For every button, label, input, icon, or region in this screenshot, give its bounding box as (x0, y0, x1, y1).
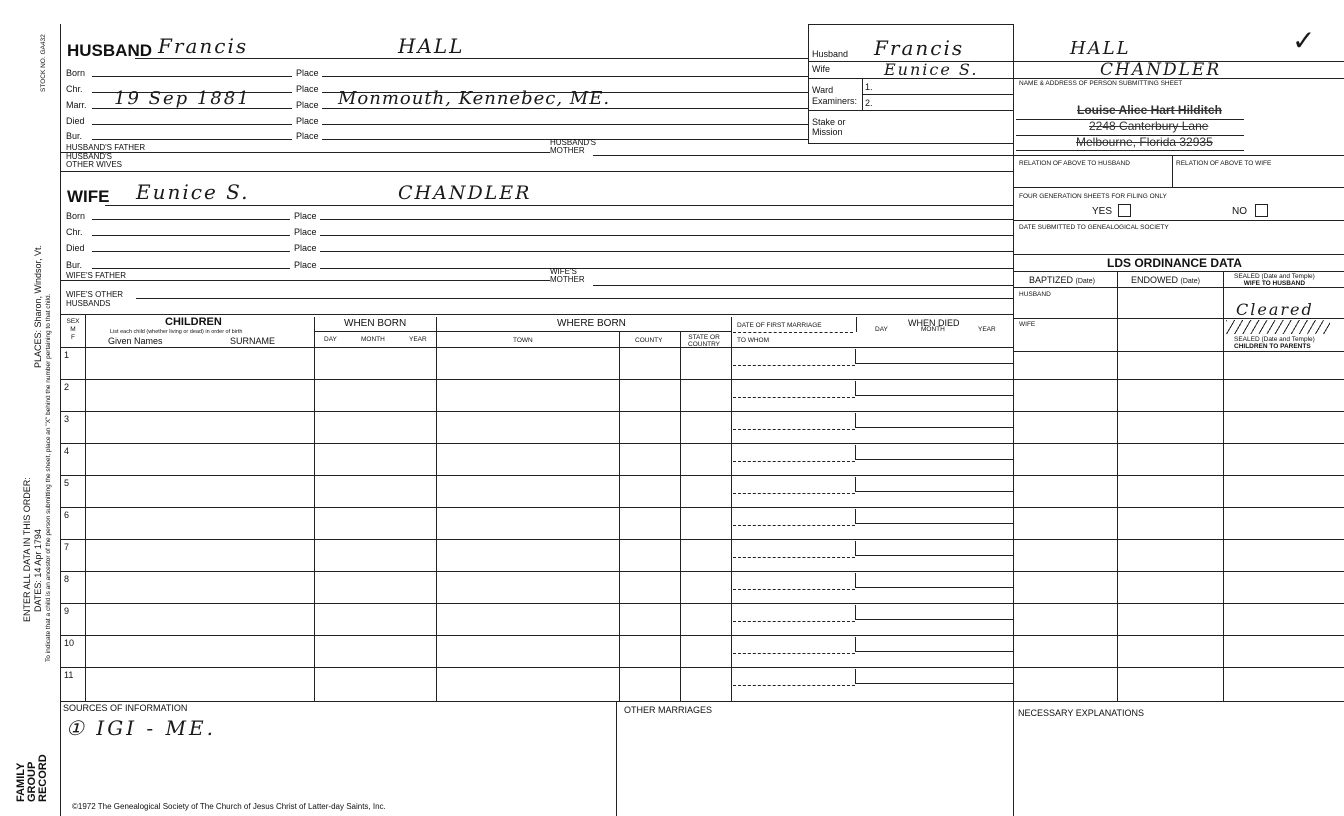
sex-header: SEX M F (66, 318, 80, 341)
born-month-header: MONTH (361, 336, 385, 343)
born-year-header: YEAR (409, 336, 427, 343)
husband-marr-label: Marr. (66, 100, 87, 110)
relation-to-wife-label: RELATION OF ABOVE TO WIFE (1176, 160, 1272, 167)
wife-bur-label: Bur. (66, 260, 83, 270)
marriage-divider (733, 525, 855, 526)
wife-died-label: Died (66, 243, 85, 253)
wife-chr-place-label: Place (294, 227, 317, 237)
wifes-father-label: WIFE'S FATHER (66, 271, 127, 280)
husband-died-place-label: Place (296, 116, 319, 126)
marriage-divider (733, 685, 855, 686)
top-wife-surname: CHANDLER (1100, 60, 1222, 80)
died-field-bracket (855, 573, 856, 587)
row-divider (60, 443, 1344, 444)
child-row-number: 8 (64, 574, 70, 584)
husband-chr-label: Chr. (66, 84, 83, 94)
cleared-annotation: Cleared (1236, 300, 1314, 319)
row-divider (60, 539, 1344, 540)
died-field-line (855, 523, 1013, 524)
row-divider (60, 635, 1344, 636)
marriage-divider (733, 461, 855, 462)
died-field-bracket (855, 541, 856, 555)
endowed-label: ENDOWED (Date) (1131, 275, 1200, 285)
child-row-number: 3 (64, 414, 70, 424)
died-field-bracket (855, 477, 856, 491)
row-divider (60, 507, 1344, 508)
when-died-header: WHEN DIED (908, 318, 960, 328)
top-husband-given: Francis (874, 36, 965, 60)
marriage-divider (733, 589, 855, 590)
four-generation-label: FOUR GENERATION SHEETS FOR FILING ONLY (1019, 193, 1167, 200)
marriage-divider (733, 493, 855, 494)
born-day-header: DAY (324, 336, 337, 343)
necessary-explanations-label: NECESSARY EXPLANATIONS (1018, 708, 1145, 718)
sealed-wife-label: SEALED (Date and Temple) WIFE TO HUSBAND (1234, 273, 1315, 287)
hatched-area (1226, 320, 1330, 334)
child-row-number: 10 (64, 638, 75, 648)
husband-bur-label: Bur. (66, 131, 83, 141)
date-submitted-label: DATE SUBMITTED TO GENEALOGICAL SOCIETY (1019, 224, 1169, 231)
husbands-mother-label: HUSBAND'S MOTHER (550, 138, 596, 155)
husbands-other-wives-label: HUSBAND'S OTHER WIVES (66, 152, 123, 169)
places-instruction: PLACES: Sharon, Windsor, Vt. (33, 244, 43, 368)
no-checkbox[interactable] (1255, 204, 1268, 217)
wife-born-place-label: Place (294, 211, 317, 221)
stake-mission-label: Stake or Mission (812, 117, 846, 137)
husband-given-name: Francis (158, 34, 249, 58)
died-month-header: MONTH (921, 326, 945, 333)
copyright: ©1972 The Genealogical Society of The Church of Jesus Christ of Latter-day Saints, Inc. (72, 802, 386, 811)
marriage-divider (733, 429, 855, 430)
died-year-header: YEAR (978, 326, 996, 333)
row-divider (60, 379, 1344, 380)
wife-surname: CHANDLER (398, 182, 532, 204)
child-row-number: 11 (64, 670, 74, 680)
wifes-other-husbands-label: WIFE'S OTHER HUSBANDS (66, 290, 124, 308)
husband-chr-place-label: Place (296, 84, 319, 94)
submitter-label: NAME & ADDRESS OF PERSON SUBMITTING SHEET (1019, 80, 1183, 87)
stock-number: STOCK NO. GA432 (40, 34, 47, 92)
died-field-line (855, 363, 1013, 364)
died-field-line (855, 619, 1013, 620)
ward-examiners-label: Ward Examiners: (812, 85, 858, 106)
died-field-line (855, 555, 1013, 556)
child-row-number: 6 (64, 510, 70, 520)
child-row-number: 1 (64, 350, 70, 360)
county-header: COUNTY (635, 337, 663, 344)
given-names-header: Given Names (108, 336, 163, 346)
wife-chr-label: Chr. (66, 227, 83, 237)
row-divider (60, 571, 1344, 572)
died-field-bracket (855, 605, 856, 619)
child-row-number: 2 (64, 382, 70, 392)
died-field-line (855, 427, 1013, 428)
ancestor-instruction: To indicate that a child is an ancestor of the person submitting the sheet, place an "X" behind the number pertaining to that child. (45, 293, 52, 662)
submitter-name: Louise Alice Hart Hilditch (1077, 103, 1222, 117)
lds-wife-label: WIFE (1019, 321, 1036, 328)
first-marriage-header: DATE OF FIRST MARRIAGE (737, 322, 822, 329)
top-husband-label: Husband (812, 49, 849, 59)
died-field-bracket (855, 637, 856, 651)
wife-died-place-label: Place (294, 243, 317, 253)
husband-born-place-label: Place (296, 68, 319, 78)
to-whom-header: TO WHOM (737, 337, 770, 344)
children-header: CHILDREN (165, 316, 222, 328)
row-divider (60, 603, 1344, 604)
husband-heading: HUSBAND (67, 41, 152, 60)
yes-checkbox[interactable] (1118, 204, 1131, 217)
no-label: NO (1232, 206, 1247, 217)
died-field-bracket (855, 413, 856, 427)
children-note: List each child (whether living or dead) in order of birth (110, 329, 243, 335)
child-row-number: 4 (64, 446, 70, 456)
lds-husband-label: HUSBAND (1019, 291, 1051, 298)
marriage-divider (733, 365, 855, 366)
row-divider (60, 475, 1344, 476)
form-title: FAMILY GROUP RECORD (15, 754, 49, 802)
lds-ordinance-title: LDS ORDINANCE DATA (1107, 256, 1242, 270)
marriage-divider (733, 397, 855, 398)
died-day-header: DAY (875, 326, 888, 333)
husband-died-label: Died (66, 116, 85, 126)
when-born-header: WHEN BORN (344, 318, 407, 329)
died-field-bracket (855, 669, 856, 683)
enter-all-instruction: ENTER ALL DATA IN THIS ORDER: (22, 477, 32, 622)
child-row-number: 7 (64, 542, 70, 552)
died-field-bracket (855, 509, 856, 523)
top-wife-label: Wife (812, 64, 830, 74)
row-divider (60, 411, 1344, 412)
yes-label: YES (1092, 206, 1113, 217)
husband-surname: HALL (398, 34, 465, 58)
husband-marriage-place: Monmouth, Kennebec, ME. (338, 88, 611, 109)
row-divider (60, 667, 1344, 668)
child-row-number: 5 (64, 478, 70, 488)
surname-header: SURNAME (230, 336, 276, 346)
top-husband-surname: HALL (1070, 38, 1131, 59)
sealed-children-label: SEALED (Date and Temple) CHILDREN TO PARENTS (1234, 336, 1315, 350)
wifes-mother-label: WIFE'S MOTHER (550, 267, 585, 284)
husbands-father-label: HUSBAND'S FATHER (66, 143, 146, 152)
relation-to-husband-label: RELATION OF ABOVE TO HUSBAND (1019, 160, 1130, 167)
town-header: TOWN (513, 337, 533, 344)
sources-entry: ① IGI - ME. (66, 716, 216, 740)
wife-born-label: Born (66, 211, 86, 221)
state-country-header: STATE OR COUNTRY (688, 334, 721, 348)
baptized-label: BAPTIZED (Date) (1029, 275, 1095, 285)
died-field-line (855, 651, 1013, 652)
marriage-divider (733, 621, 855, 622)
marriage-divider (733, 653, 855, 654)
died-field-line (855, 587, 1013, 588)
died-field-line (855, 683, 1013, 684)
died-field-bracket (855, 349, 856, 363)
sources-label: SOURCES OF INFORMATION (63, 703, 188, 713)
check-mark: ✓ (1292, 24, 1318, 57)
wife-given-name: Eunice S. (136, 180, 250, 204)
child-row-number: 9 (64, 606, 70, 616)
wife-heading: WIFE (67, 187, 110, 206)
died-field-bracket (855, 381, 856, 395)
submitter-street: 2248 Canterbury Lane (1089, 119, 1209, 133)
submitter-city: Melbourne, Florida 32935 (1076, 135, 1213, 149)
ward-examiner-1: 1. (865, 82, 873, 92)
top-wife-given: Eunice S. (884, 60, 979, 79)
died-field-line (855, 459, 1013, 460)
other-marriages-label: OTHER MARRIAGES (624, 705, 713, 715)
ward-examiner-2: 2. (865, 98, 873, 108)
husband-marr-place-label: Place (296, 100, 319, 110)
died-field-line (855, 395, 1013, 396)
died-field-line (855, 491, 1013, 492)
marriage-divider (733, 557, 855, 558)
wife-bur-place-label: Place (294, 260, 317, 270)
husband-marriage-date: 19 Sep 1881 (114, 88, 251, 109)
where-born-header: WHERE BORN (557, 318, 626, 329)
husband-born-label: Born (66, 68, 86, 78)
dates-instruction: DATES: 14 Apr 1794 (33, 529, 43, 612)
died-field-bracket (855, 445, 856, 459)
husband-bur-place-label: Place (296, 131, 319, 141)
